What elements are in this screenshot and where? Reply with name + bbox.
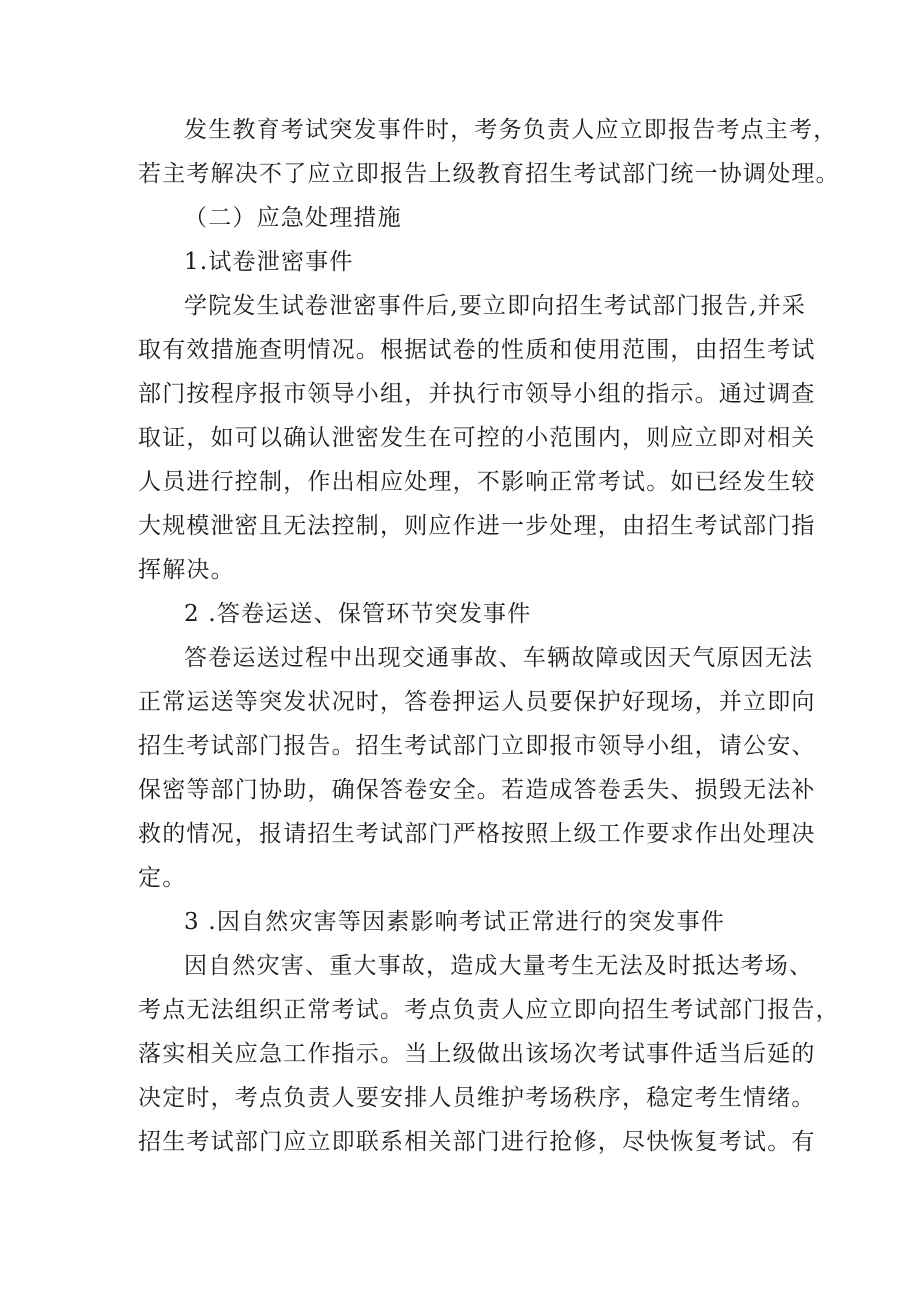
paragraph-line: 正常运送等突发状况时，答卷押运人员要保护好现场，并立即向 (138, 689, 816, 715)
paragraph-line: 挥解决。 (138, 557, 235, 583)
paragraph-line: 招生考试部门报告。招生考试部门立即报市领导小组，请公安、 (138, 733, 816, 759)
paragraph-line: 定。 (138, 865, 187, 891)
paragraph-line: 若主考解决不了应立即报告上级教育招生考试部门统一协调处理。 (138, 161, 840, 187)
paragraph-line: 部门按程序报市领导小组，并执行市领导小组的指示。通过调查 (138, 381, 816, 407)
paragraph-line: 落实相关应急工作指示。当上级做出该场次考试事件适当后延的 (138, 1041, 816, 1067)
section-heading: （二）应急处理措施 (184, 205, 402, 231)
paragraph-line: 发生教育考试突发事件时，考务负责人应立即报告考点主考， (184, 117, 838, 143)
paragraph-line: 答卷运送过程中出现交通事故、车辆故障或因天气原因无法 (184, 645, 814, 671)
paragraph-line: 救的情况，报请招生考试部门严格按照上级工作要求作出处理决 (138, 821, 816, 847)
paragraph-line: 保密等部门协助，确保答卷安全。若造成答卷丢失、损毁无法补 (138, 777, 816, 803)
paragraph-line: 考点无法组织正常考试。考点负责人应立即向招生考试部门报告， (138, 997, 840, 1023)
paragraph-line: 大规模泄密且无法控制，则应作进一步处理，由招生考试部门指 (138, 513, 816, 539)
paragraph-line: 因自然灾害、重大事故，造成大量考生无法及时抵达考场、 (184, 953, 814, 979)
paragraph-line: 取证，如可以确认泄密发生在可控的小范围内，则应立即对相关 (138, 425, 816, 451)
paragraph-line: 人员进行控制，作出相应处理，不影响正常考试。如已经发生较 (138, 469, 816, 495)
paragraph-line: 招生考试部门应立即联系相关部门进行抢修，尽快恢复考试。有 (138, 1129, 816, 1155)
subsection-heading: 2 .答卷运送、保管环节突发事件 (184, 601, 532, 627)
document-body (138, 108, 840, 1164)
paragraph-line: 取有效措施查明情况。根据试卷的性质和使用范围，由招生考试 (138, 337, 816, 363)
subsection-heading: 1.试卷泄密事件 (184, 249, 354, 275)
subsection-heading: 3 .因自然灾害等因素影响考试正常进行的突发事件 (184, 909, 726, 935)
paragraph-line: 决定时，考点负责人要安排人员维护考场秩序，稳定考生情绪。 (138, 1085, 816, 1111)
paragraph-line: 学院发生试卷泄密事件后,要立即向招生考试部门报告,并采 (184, 293, 807, 319)
